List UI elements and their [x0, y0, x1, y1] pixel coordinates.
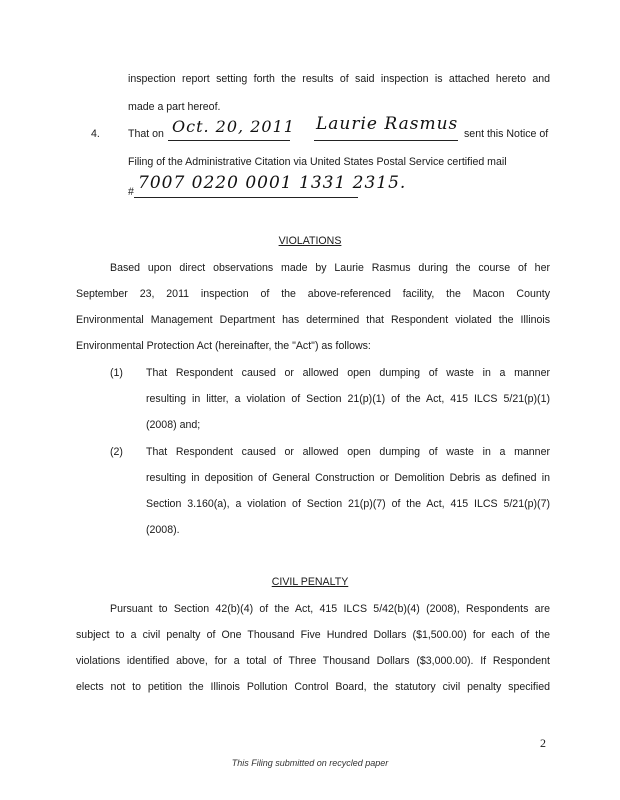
- violation-1-line-3: (2008) and;: [146, 419, 201, 431]
- inspection-report-line-1: inspection report setting forth the results of said inspection is attached hereto and: [128, 73, 550, 85]
- hash-mark: #: [128, 186, 134, 198]
- violation-2-line-1: That Respondent caused or allowed open dumping of waste in a manner: [146, 446, 550, 458]
- violations-intro-line-3: Environmental Management Department has determined that Respondent violated the Illinois: [76, 314, 550, 326]
- inspection-report-line-2: made a part hereof.: [128, 101, 221, 113]
- violation-1-line-2: resulting in litter, a violation of Section 21(p)(1) of the Act, 415 ILCS 5/21(p)(1): [146, 393, 550, 405]
- violation-2-line-4: (2008).: [146, 524, 180, 536]
- item-4-number: 4.: [91, 128, 100, 140]
- violation-2-line-2: resulting in deposition of General Construction or Demolition Debris as defined in: [146, 472, 550, 484]
- civil-penalty-line-2: subject to a civil penalty of One Thousand Five Hundred Dollars ($1,500.00) for each of the: [76, 629, 550, 641]
- civil-penalty-line-4: elects not to petition the Illinois Pollution Control Board, the statutory civil penalty specified: [76, 681, 550, 693]
- page-number: 2: [540, 736, 546, 750]
- item-4-line-2: Filing of the Administrative Citation via United States Postal Service certified mail: [128, 156, 507, 168]
- handwritten-signature: Laurie Rasmus: [316, 114, 459, 134]
- item-4-suffix: sent this Notice of: [464, 128, 549, 140]
- name-blank: [314, 116, 458, 141]
- violation-2-number: (2): [110, 446, 123, 458]
- handwritten-certified-number: 7007 0220 0001 1331 2315.: [138, 173, 407, 193]
- civil-penalty-line-1: Pursuant to Section 42(b)(4) of the Act, 415 ILCS 5/42(b)(4) (2008), Respondents are: [110, 603, 550, 615]
- civil-penalty-heading: CIVIL PENALTY: [271, 576, 349, 588]
- violations-intro-line-4: Environmental Protection Act (hereinafter, the "Act") as follows:: [76, 340, 371, 352]
- violations-intro-line-1: Based upon direct observations made by Laurie Rasmus during the course of her: [110, 262, 550, 274]
- certified-mail-blank: [134, 173, 407, 198]
- violation-1-line-1: That Respondent caused or allowed open dumping of waste in a manner: [146, 367, 550, 379]
- civil-penalty-line-3: violations identified above, for a total of Three Thousand Dollars ($3,000.00). If Respondent: [76, 655, 550, 667]
- violation-2-line-3: Section 3.160(a), a violation of Section 21(p)(7) of the Act, 415 ILCS 5/21(p)(7): [146, 498, 550, 510]
- violations-intro-line-2: September 23, 2011 inspection of the above-referenced facility, the Macon County: [76, 288, 550, 300]
- recycled-paper-footer: This Filing submitted on recycled paper: [231, 758, 389, 768]
- violation-1-number: (1): [110, 367, 123, 379]
- item-4-prefix: That on: [128, 128, 164, 140]
- handwritten-date: Oct. 20, 2011: [172, 117, 295, 136]
- date-blank: [168, 117, 295, 141]
- violations-heading: VIOLATIONS: [278, 235, 342, 247]
